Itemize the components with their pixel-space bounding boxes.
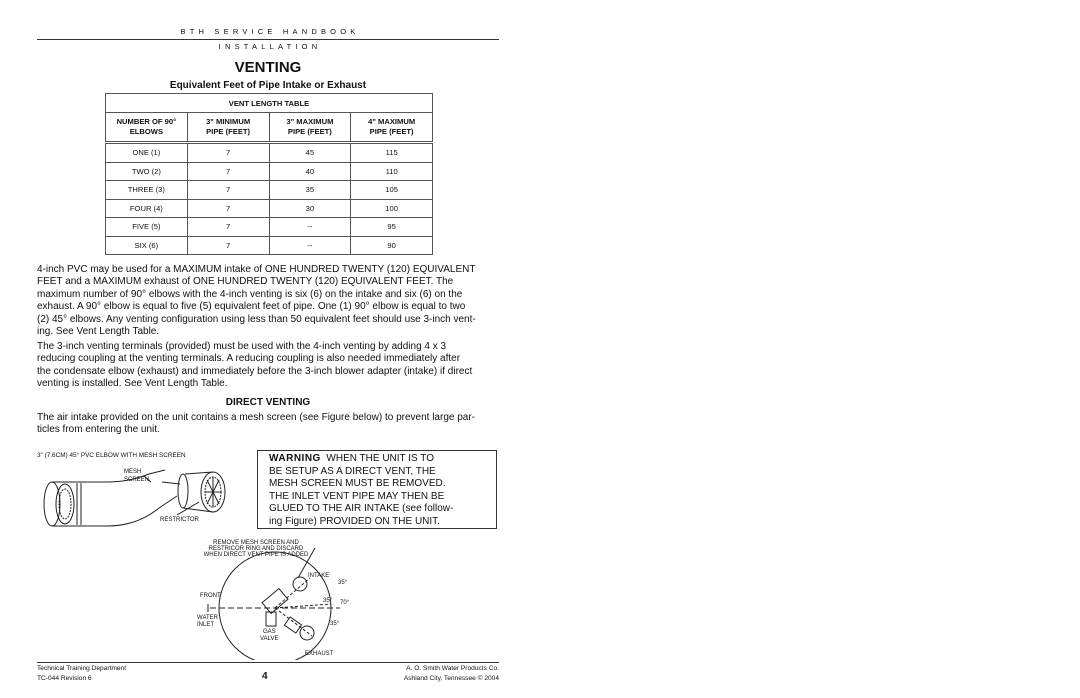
label-front: FRONT xyxy=(200,593,221,599)
label-exhaust: EXHAUST xyxy=(305,651,334,657)
label-water: WATER xyxy=(197,615,218,621)
table-header-4in-max: 4" MAXIMUM PIPE (FEET) xyxy=(351,113,433,143)
label-valve: VALVE xyxy=(260,636,279,642)
terminals-paragraph: The 3-inch venting terminals (provided) must be used with the 4-inch venting by adding 4 x 3 reducing coupling at the venting terminals. A reducing coupling is also needed immediately after the condensate elbow (exhaust) and immediately before the 3-inch blower adapter (intake) if direct venting is installed. See Vent Length Table. xyxy=(37,341,473,390)
footer-divider xyxy=(37,662,499,663)
label-intake: INTAKE xyxy=(308,573,330,579)
page-subtitle: Equivalent Feet of Pipe Intake or Exhaust xyxy=(169,80,367,91)
table-row: SIX (6) 7 -- 90 xyxy=(106,236,433,255)
footer-revision: TC-044 Revision 6 xyxy=(37,675,92,682)
table-header-elbows: NUMBER OF 90° ELBOWS xyxy=(106,113,188,143)
table-row: TWO (2) 7 40 110 xyxy=(106,162,433,181)
label-mesh: MESH xyxy=(124,469,142,475)
angle-70: 70° xyxy=(340,600,350,606)
pvc-paragraph: 4-inch PVC may be used for a MAXIMUM intake of ONE HUNDRED TWENTY (120) EQUIVALENT FEET and a MAXIMUM exhaust of ONE HUNDRED TWENTY (120) EQUIVALENT FEET. The maximum number of 90° elbows with the 4-inch venting is six (6) on the intake and six (6) on the exhaust. A 90° elbow is equal to five (5) equivalent feet of pipe. One (1) 90° elbow is equal to two (2) 45° elbows. Any venting configuration using less than 50 equivalent feet should use 3-inch vent- ing. See Vent Length Table. xyxy=(37,264,476,338)
table-header-3in-max: 3" MAXIMUM PIPE (FEET) xyxy=(269,113,351,143)
label-restrictor: RESTRICTOR xyxy=(160,517,199,523)
angle-35-bottom: 35° xyxy=(330,621,340,627)
footer-location: Ashland City, Tennessee © 2004 xyxy=(403,675,499,682)
table-header-3in-min: 3" MINIMUM PIPE (FEET) xyxy=(187,113,269,143)
direct-venting-heading: DIRECT VENTING xyxy=(225,397,311,408)
warning-heading: WARNING xyxy=(269,453,321,464)
mesh-screen-paragraph: The air intake provided on the unit contains a mesh screen (see Figure below) to prevent large par- ticles from entering the unit. xyxy=(37,412,476,436)
label-gas: GAS xyxy=(263,629,276,635)
warning-box: WARNING WHEN THE UNIT IS TO BE SETUP AS A DIRECT VENT, THE MESH SCREEN MUST BE REMOVED. THE INLET VENT PIPE MAY THEN BE GLUED TO THE AIR INTAKE (see follow- ing Figure) PROVIDED ON THE UNIT. xyxy=(257,450,497,529)
table-row: THREE (3) 7 35 105 xyxy=(106,181,433,200)
page-title: VENTING xyxy=(234,59,302,76)
page-number: 4 xyxy=(262,671,268,682)
remove-mesh-note: REMOVE MESH SCREEN AND RESTRICOR RING AND DISCARD WHEN DIRECT VENT PIPE IS ADDED xyxy=(203,540,309,558)
label-screen: SCREEN xyxy=(124,477,150,483)
table-row: ONE (1) 7 45 115 xyxy=(106,143,433,163)
table-row: FIVE (5) 7 -- 95 xyxy=(106,218,433,237)
label-inlet: INLET xyxy=(197,622,215,628)
elbow-mesh-screen-figure xyxy=(37,460,252,536)
elbow-figure-caption: 3" (7.6CM) 45° PVC ELBOW WITH MESH SCREEN xyxy=(37,452,186,459)
angle-35-top: 35° xyxy=(338,580,348,586)
vent-length-table xyxy=(105,93,433,255)
footer-company: A. O. Smith Water Products Co. xyxy=(406,665,499,672)
handbook-header: BTH SERVICE HANDBOOK xyxy=(180,27,360,36)
section-header: INSTALLATION xyxy=(218,42,322,51)
table-row: FOUR (4) 7 30 100 xyxy=(106,199,433,218)
header-divider xyxy=(37,39,499,40)
table-caption: VENT LENGTH TABLE xyxy=(106,94,433,113)
footer-department: Technical Training Department xyxy=(37,665,127,672)
angle-35-mid: 35° xyxy=(323,598,333,604)
